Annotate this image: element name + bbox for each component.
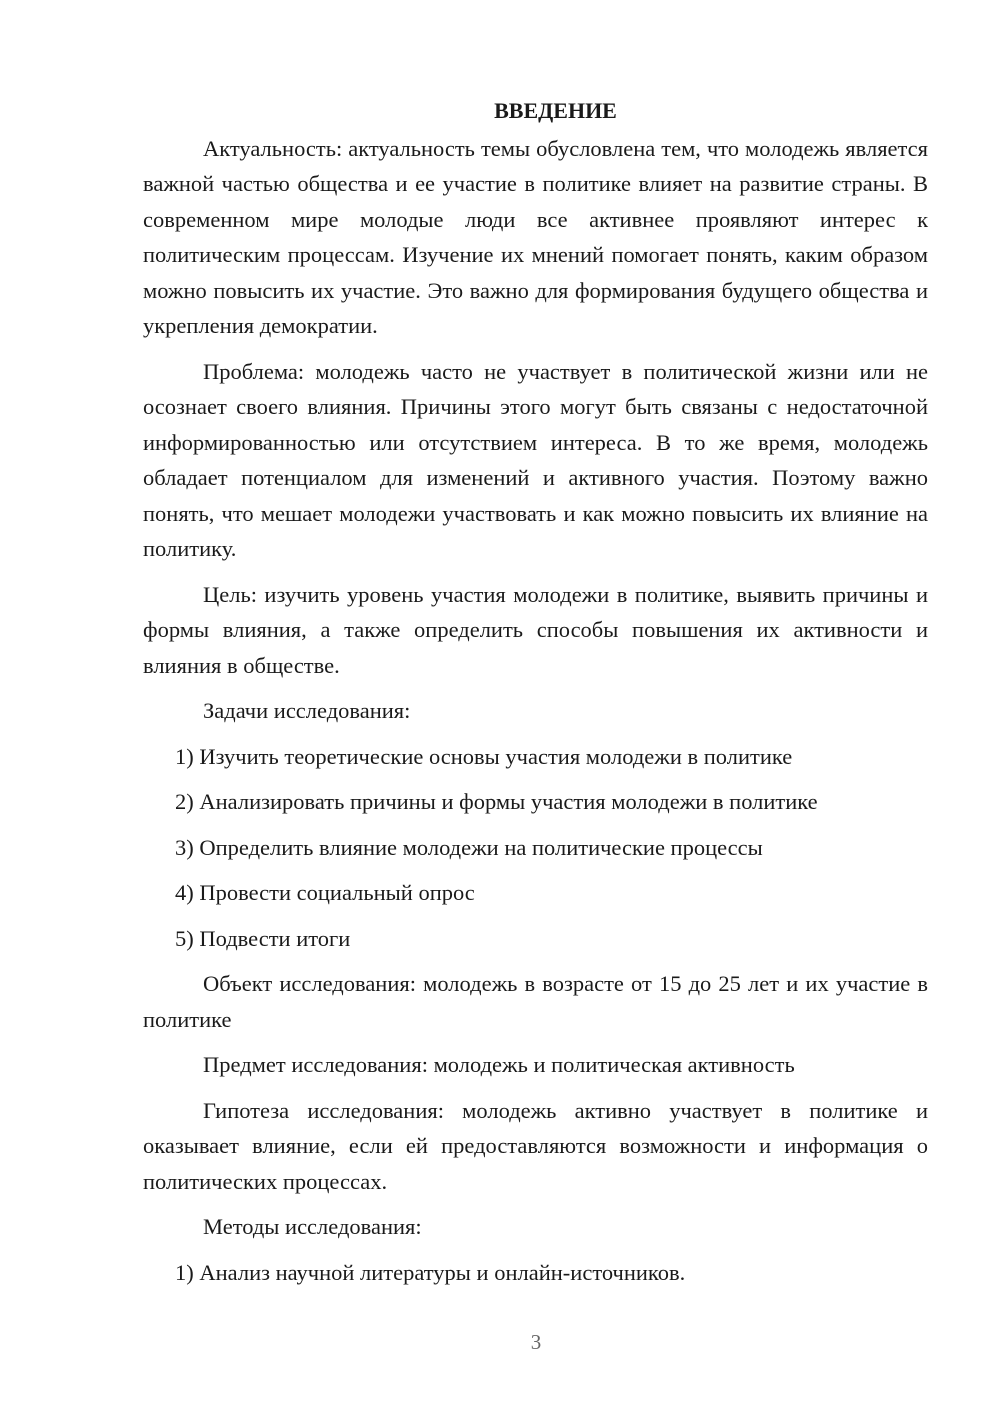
- page-content: [143, 93, 928, 1300]
- methods-title: Методы исследования:: [203, 1214, 422, 1239]
- list-item: 5) Подвести итоги: [175, 925, 351, 951]
- tasks-list: [143, 739, 928, 957]
- list-item: 2) Анализировать причины и формы участия молодежи в политике: [175, 789, 818, 814]
- section-heading: ВВЕДЕНИЕ: [494, 98, 617, 123]
- problem-paragraph: Проблема: молодежь часто не участвует в политической жизни или не осознает своего влияния. Причины этого могут быть связаны с недостаточной информированностью или отсутствием интереса. В то же время, молодежь обладает потенциалом для изменений и активного участия. Поэтому важно понять, что мешает молодежи участвовать и как можно повысить их влияние на политику.: [143, 358, 928, 561]
- methods-list: [143, 1255, 928, 1291]
- list-item: 4) Провести социальный опрос: [175, 880, 475, 905]
- tasks-title: Задачи исследования:: [203, 698, 411, 723]
- hypothesis-paragraph: Гипотеза исследования: молодежь активно участвует в политике и оказывает влияние, если ей предоставляются возможности и информация о политических процессах.: [143, 1097, 928, 1194]
- list-item: 1) Анализ научной литературы и онлайн-источников.: [175, 1259, 686, 1285]
- list-item: 3) Определить влияние молодежи на политические процессы: [175, 834, 763, 860]
- list-item: 1) Изучить теоретические основы участия молодежи в политике: [175, 743, 793, 769]
- page-number: 3: [530, 1330, 542, 1354]
- relevance-paragraph: Актуальность: актуальность темы обусловлена тем, что молодежь является важной частью общества и ее участие в политике влияет на развитие страны. В современном мире молодые люди все активнее проявляют интерес к политическим процессам. Изучение их мнений помогает понять, каким образом можно повысить их участие. Это важно для формирования будущего общества и укрепления демократии.: [143, 135, 928, 338]
- subject-paragraph: Предмет исследования: молодежь и политическая активность: [203, 1052, 795, 1077]
- object-paragraph: Объект исследования: молодежь в возрасте от 15 до 25 лет и их участие в политике: [143, 971, 928, 1032]
- goal-paragraph: Цель: изучить уровень участия молодежи в политике, выявить причины и формы влияния, а также определить способы повышения их активности и влияния в обществе.: [143, 581, 928, 678]
